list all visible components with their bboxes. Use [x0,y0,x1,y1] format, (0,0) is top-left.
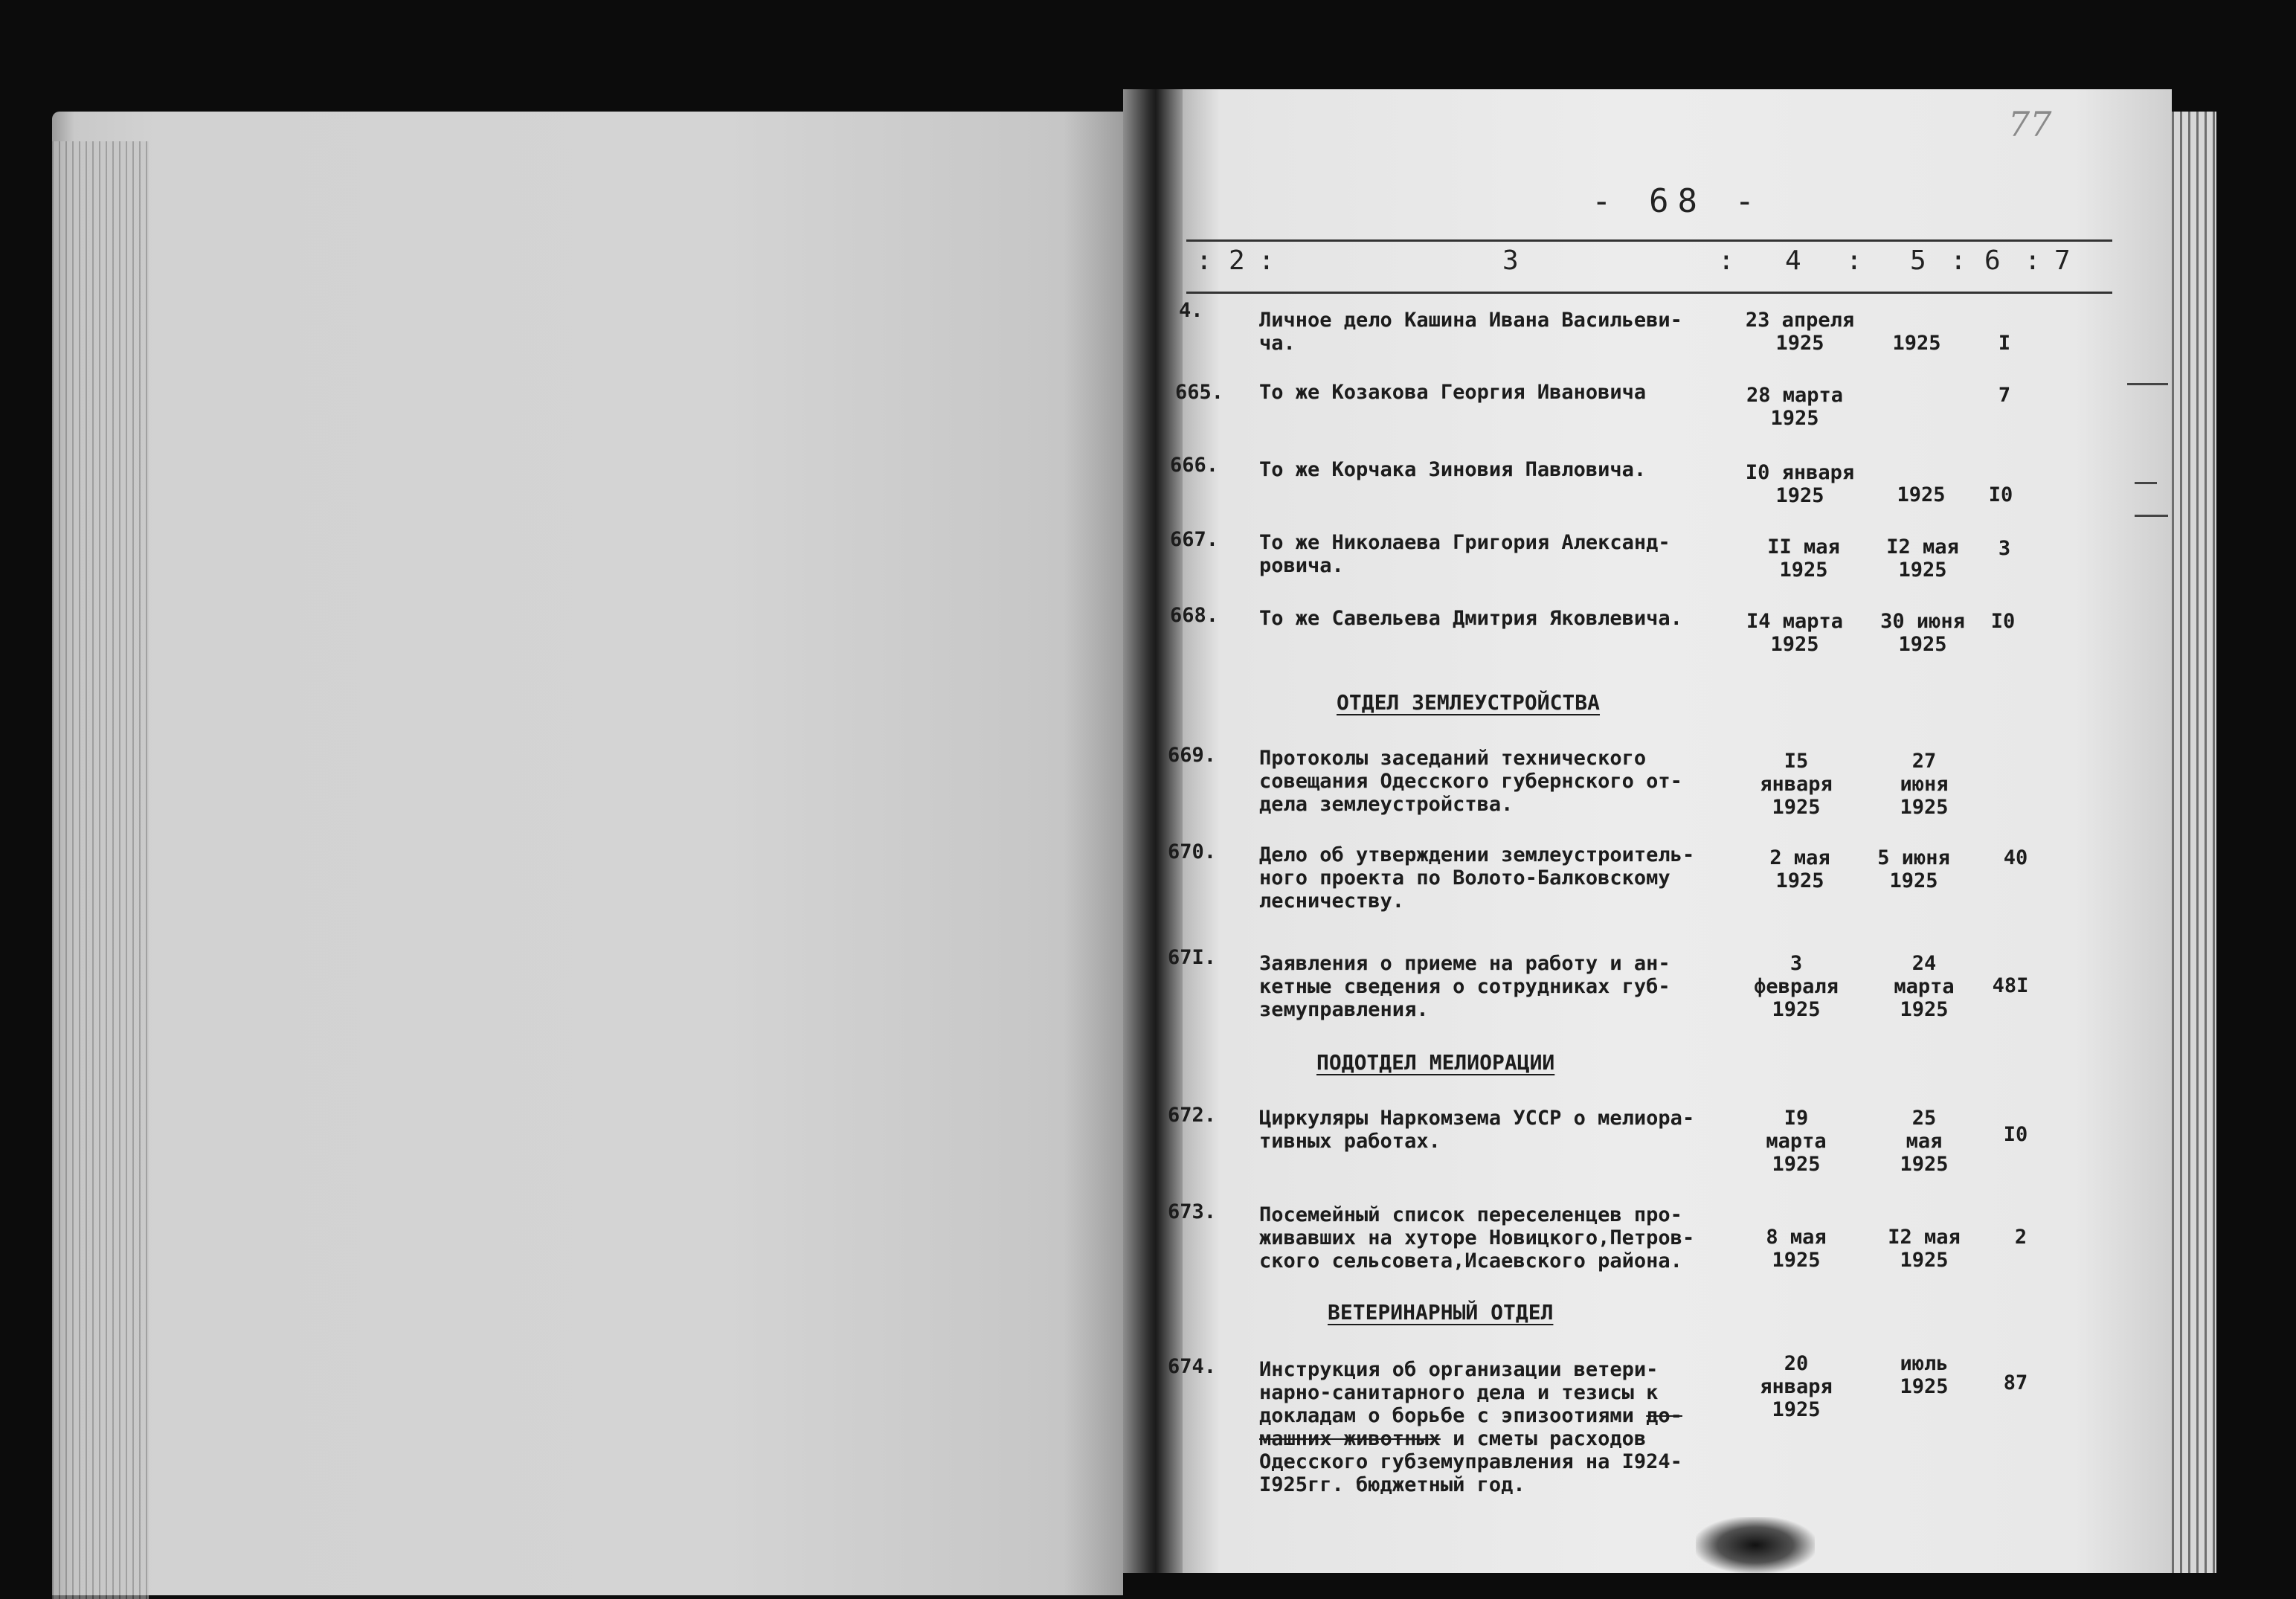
entry-sheet-count: I [1998,332,2011,355]
thumb-shadow [1696,1517,1815,1573]
header-rule-top [1186,239,2112,242]
entry-sheet-count: 7 [1998,384,2011,407]
left-page-blank [52,112,1123,1595]
entry-date-end: 24 марта 1925 [1894,952,1955,1021]
entry-description: Протоколы заседаний технического совещания Одесского губернского от- дела землеустройства. [1259,747,1682,816]
page-number: - 68 - [1592,182,1763,220]
margin-tick [2135,515,2168,517]
entry-sheet-count: 2 [2014,1226,2028,1249]
entry-number: 669. [1168,744,1217,767]
col-6: 6 [1984,245,2001,276]
col-sep: : [1846,245,1862,276]
entry-date-start: I4 марта 1925 [1746,610,1844,656]
margin-tick [2127,383,2168,385]
col-7: 7 [2054,245,2071,276]
col-sep: : [1718,245,1734,276]
margin-tick [2135,482,2157,484]
entry-description: Дело об утверждении землеустроитель- ного проекта по Волото-Балковскому лесничеству. [1259,843,1695,913]
entry-description: То же Савельева Дмитрия Яковлевича. [1259,607,1682,630]
header-rule-bottom [1186,292,2112,294]
entry-date-start: 3 февраля 1925 [1754,952,1839,1021]
entry-sheet-count: I0 [1990,610,2016,633]
entry-date-start: 8 мая 1925 [1766,1226,1827,1272]
entry-date-end: 5 июня 1925 [1877,846,1950,892]
section-heading-veterinary: ВЕТЕРИНАРНЫЙ ОТДЕЛ [1328,1300,1554,1325]
entry-date-end: 25 мая 1925 [1900,1107,1949,1176]
page-stack-edge-right [2172,112,2216,1573]
entry-date-end: 1925 [1892,332,1941,355]
entry-sheet-count: 40 [2003,846,2028,869]
entry-description: Циркуляры Наркомзема УССР о мелиора- тивных работах. [1259,1107,1695,1153]
col-2: 2 [1229,245,1245,276]
col-sep: : [1950,245,1967,276]
col-3: 3 [1502,245,1519,276]
entry-number: 665. [1175,381,1224,404]
entry-description: То же Корчака Зиновия Павловича. [1259,458,1647,481]
entry-date-end: июль 1925 [1900,1352,1949,1398]
desc-part: Инструкция об организации ветери- нарно-санитарного дела и тезисы к докладам о борьбе с эпизоотиями [1259,1358,1659,1427]
entry-sheet-count: 3 [1998,537,2011,560]
entry-date-start: I9 марта 1925 [1766,1107,1827,1176]
entry-date-end: I2 мая 1925 [1888,1226,1961,1272]
struck-text: до- [1646,1404,1682,1427]
entry-description: То же Николаева Григория Александ- ровича. [1259,531,1670,577]
open-ledger [52,89,2209,1573]
entry-description [1259,1358,1682,1496]
entry-number: 670. [1168,840,1217,863]
entry-number: 667. [1170,528,1219,551]
page-stack-edge [52,141,149,1599]
entry-description: Заявления о приеме на работу и ан- кетные сведения о сотрудниках губ- земуправления. [1259,952,1670,1021]
entry-sheet-count: I0 [1988,483,2013,506]
entry-date-start: II мая 1925 [1767,535,1840,582]
book-gutter [1123,89,1183,1573]
entry-description: Посемейный список переселенцев про- живавших на хуторе Новицкого,Петров- ского сельсовета,Исаевского района. [1259,1203,1695,1273]
col-4: 4 [1785,245,1801,276]
col-sep: : [1258,245,1275,276]
entry-date-start: 28 марта 1925 [1746,384,1844,430]
entry-sheet-count: I0 [2003,1123,2028,1146]
section-heading-melioration: ПОДОТДЕЛ МЕЛИОРАЦИИ [1316,1050,1555,1075]
entry-sheet-count: 87 [2003,1371,2028,1394]
entry-number: 668. [1170,604,1219,627]
folio-mark: 77 [2008,104,2052,144]
entry-sheet-count: 48I [1992,974,2029,997]
entry-number: 4. [1179,299,1203,322]
entry-date-end: I2 мая 1925 [1886,535,1959,582]
entry-date-start: 2 мая 1925 [1769,846,1830,892]
entry-date-start: 23 апреля 1925 [1745,309,1855,355]
entry-date-end: 30 июня 1925 [1880,610,1965,656]
section-heading-land-management: ОТДЕЛ ЗЕМЛЕУСТРОЙСТВА [1337,690,1601,715]
entry-date-start: I5 января 1925 [1760,750,1833,819]
entry-number: 673. [1168,1200,1217,1223]
entry-date-end: 1925 [1897,483,1946,506]
entry-date-start: 20 января 1925 [1760,1352,1833,1421]
entry-date-end: 27 июня 1925 [1900,750,1949,819]
entry-number: 666. [1170,454,1219,477]
entry-number: 67I. [1168,946,1217,969]
entry-number: 674. [1168,1355,1217,1378]
col-sep: : [1196,245,1212,276]
entry-date-start: I0 января 1925 [1745,461,1855,507]
col-5: 5 [1910,245,1926,276]
col-sep: : [2025,245,2041,276]
entry-description: Личное дело Кашина Ивана Васильеви- ча. [1259,309,1682,355]
entry-description: То же Козакова Георгия Ивановича [1259,381,1647,404]
desc-part: и сметы расходов Одесского губземуправления на I924- I925гг. бюджетный год. [1259,1427,1682,1496]
entry-number: 672. [1168,1104,1217,1127]
struck-text: машних животных [1259,1427,1441,1450]
